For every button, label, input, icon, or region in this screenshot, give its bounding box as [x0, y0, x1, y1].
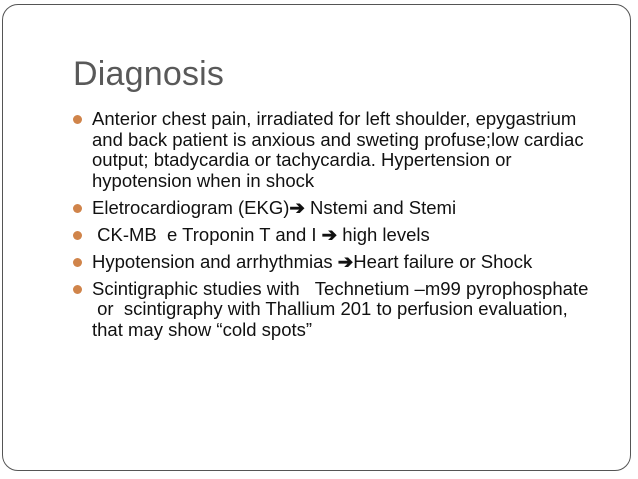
- slide-frame: [2, 4, 631, 471]
- bullet-text: Anterior chest pain, irradiated for left shoulder, epygastrium and back patient is anxious and sweting profuse;low cardiac output; btadycardia or tachycardia. Hypertension or hypotension when in shock: [92, 108, 584, 191]
- bullet-text: Nstemi and Stemi: [304, 196, 457, 218]
- bullet-dot-icon: [73, 258, 82, 267]
- bullet-text: CK-MB e Troponin T and I: [92, 223, 322, 245]
- bullet-text: Scintigraphic studies with Technetium –m99 pyrophosphate or scintigraphy with Thallium 201 to perfusion evaluation, that may show “cold spots”: [92, 277, 589, 340]
- bullet-item-markers: [73, 225, 593, 246]
- bullet-text: Hypotension and arrhythmias: [92, 250, 338, 272]
- bullet-item-scintigraphy: [73, 279, 593, 341]
- bullet-item-hypotension: [73, 252, 593, 273]
- bullet-dot-icon: [73, 231, 82, 240]
- bullet-dot-icon: [73, 115, 82, 124]
- bullet-dot-icon: [73, 204, 82, 213]
- bullet-text: high levels: [337, 223, 430, 245]
- right-arrow-icon: ➔: [321, 223, 338, 245]
- slide-title: Diagnosis: [73, 55, 225, 93]
- bullet-text: Heart failure or Shock: [353, 250, 533, 272]
- bullet-item-symptoms: [73, 109, 593, 191]
- bullet-item-ekg: [73, 198, 593, 219]
- bullet-dot-icon: [73, 285, 82, 294]
- right-arrow-icon: ➔: [289, 196, 305, 218]
- right-arrow-icon: ➔: [337, 250, 354, 272]
- bullet-list: [73, 109, 593, 347]
- bullet-text: Eletrocardiogram (EKG): [92, 196, 290, 218]
